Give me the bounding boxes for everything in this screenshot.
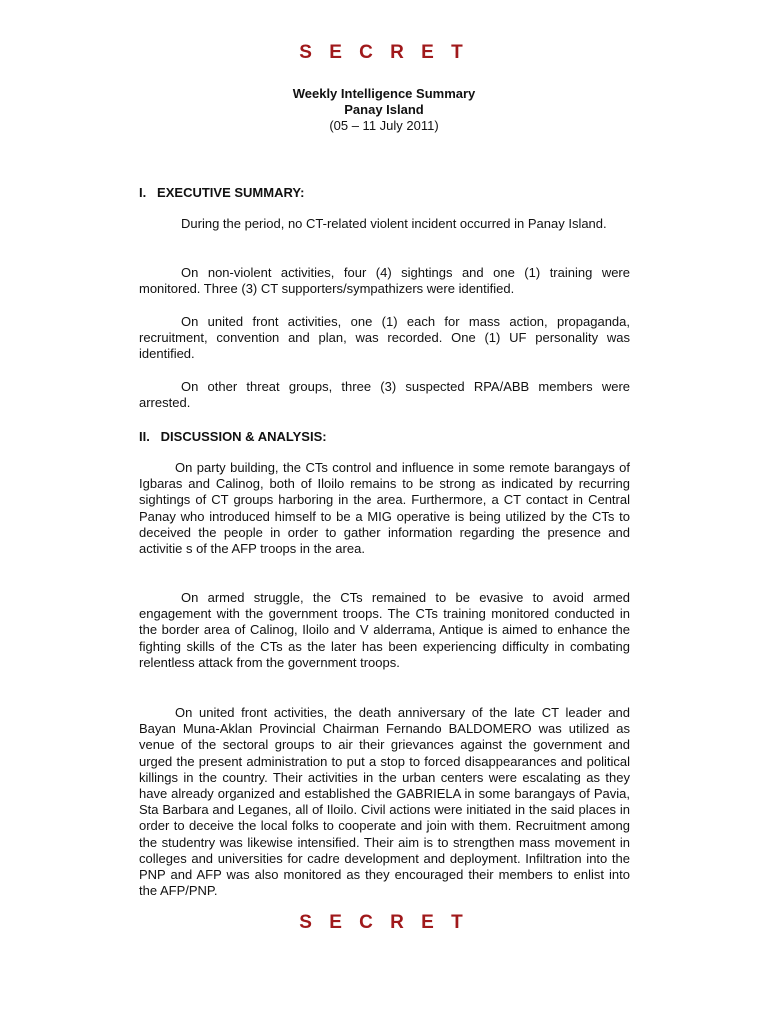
- executive-summary-paragraph: On other threat groups, three (3) suspected RPA/ABB members were arrested.: [139, 379, 630, 411]
- executive-summary-paragraph: On non-violent activities, four (4) sightings and one (1) training were monitored. Three (3) CT supporters/sympathizers were identified.: [139, 265, 630, 297]
- discussion-paragraph: On party building, the CTs control and influence in some remote barangays of Igbaras and Calinog, both of Iloilo remains to be strong as indicated by recurring sightings of CT groups harboring in the area. Furthermore, a CT contact in Central Panay who introduced himself to be a MIG operative is being utilized by the CTs to deceived the people in order to gather information regarding the presence and activitie s of the AFP troops in the area.: [139, 460, 630, 557]
- executive-summary-paragraph: During the period, no CT-related violent incident occurred in Panay Island.: [181, 216, 607, 231]
- title-block: [0, 86, 768, 134]
- discussion-heading: II. DISCUSSION & ANALYSIS:: [139, 429, 327, 444]
- document-period: (05 – 11 July 2011): [329, 118, 439, 133]
- executive-summary-paragraph: On united front activities, one (1) each for mass action, propaganda, recruitment, convention and plan, was recorded. One (1) UF personality was identified.: [139, 314, 630, 362]
- discussion-paragraph: On united front activities, the death anniversary of the late CT leader and Bayan Muna-Aklan Provincial Chairman Fernando BALDOMERO was utilized as venue of the sectoral groups to air their grievances against the government and urged the present administration to put a stop to forced disappearances and political killings in the country. Their activities in the urban centers were escalating as they have already organized and established the GABRIELA in some barangays of Pavia, Sta Barbara and Leganes, all of Iloilo. Civil actions were initiated in the said places in order to deceive the local folks to cooperate and join with them. Recruitment among the studentry was likewise intensified. Their aim is to strengthen mass movement in colleges and universities for cadre development and deployment. Infiltration into the PNP and AFP was also monitored as they encouraged their members to enlist into the AFP/PNP.: [139, 705, 630, 899]
- discussion-paragraph: On armed struggle, the CTs remained to be evasive to avoid armed engagement with the government troops. The CTs training monitored conducted in the border area of Calinog, Iloilo and V alderrama, Antique is aimed to enhance the fighting skills of the CTs as the later has been experiencing difficulty in combating relentless attack from the government troops.: [139, 590, 630, 670]
- document-region: Panay Island: [344, 102, 424, 117]
- executive-summary-heading: I. EXECUTIVE SUMMARY:: [139, 185, 305, 200]
- classification-footer: S E C R E T: [299, 912, 469, 933]
- document-title: Weekly Intelligence Summary: [292, 86, 476, 101]
- classification-header: S E C R E T: [299, 42, 469, 63]
